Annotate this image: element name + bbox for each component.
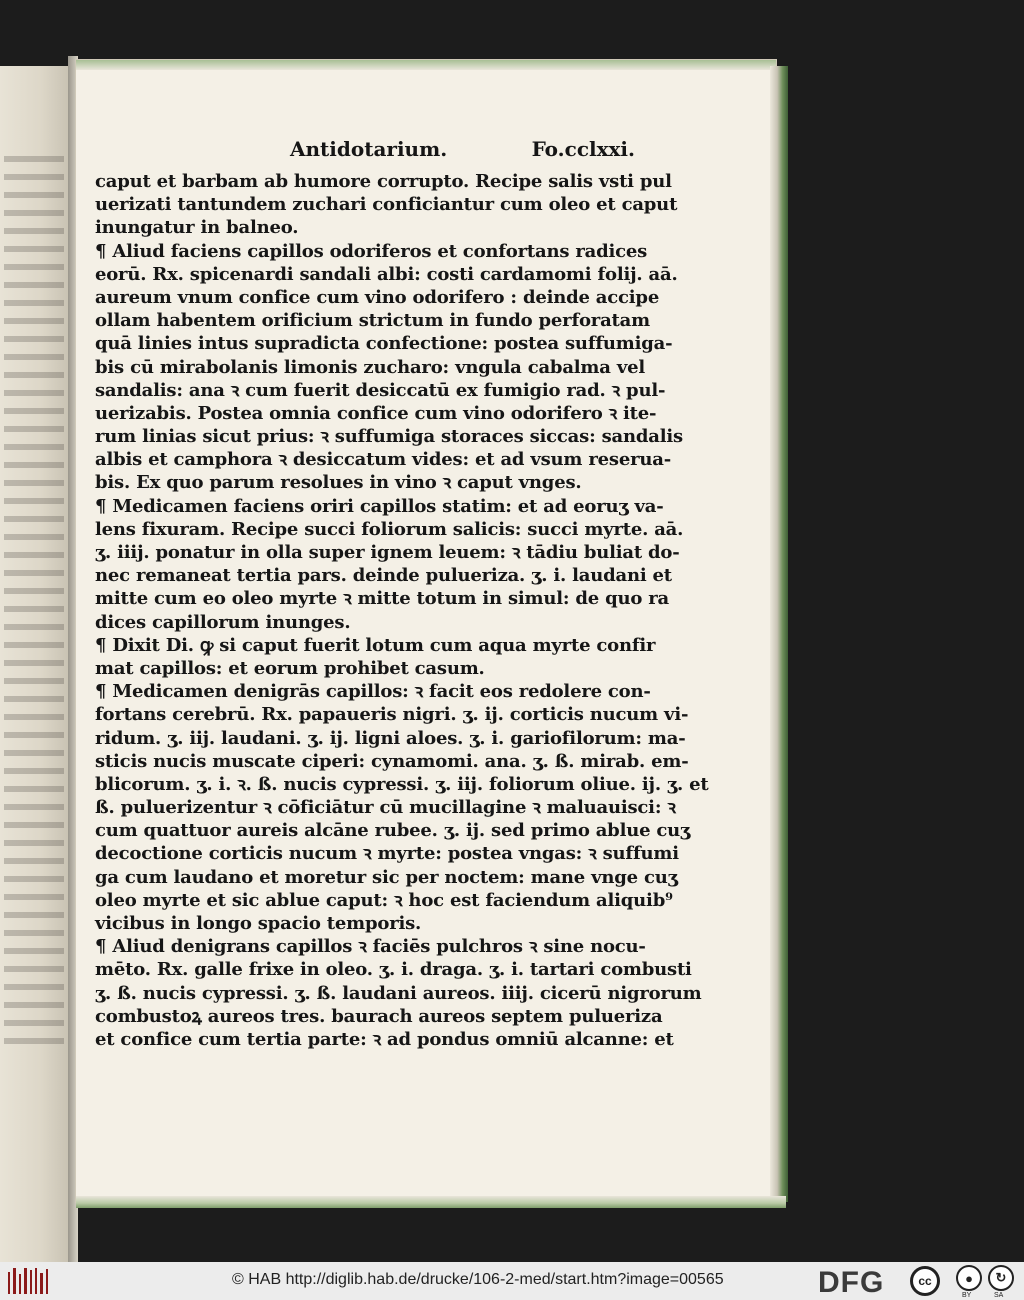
text-line: eorū. Rx. spicenardi sandali albi: costi cardamomi folij. aā. <box>95 263 678 285</box>
viewer-footer <box>0 1262 1024 1300</box>
text-line: ¶ Dixit Di. ꝙ si caput fuerit lotum cum aqua myrte confir <box>95 634 656 656</box>
text-line: inungatur in balneo. <box>95 217 299 239</box>
text-line: sandalis: ana ꝛ cum fuerit desiccatū ex fumigio rad. ꝛ pul- <box>95 379 666 401</box>
text-line: caput et barbam ab humore corrupto. Recipe salis vsti pul <box>95 171 672 192</box>
text-line: mēto. Rx. galle frixe in oleo. ʒ. i. draga. ʒ. i. tartari combusti <box>95 959 692 981</box>
text-line: ʒ. ß. nucis cypressi. ʒ. ß. laudani aureos. iiij. cicerū nigrorum <box>95 982 702 1004</box>
text-line: ridum. ʒ. iij. laudani. ʒ. ij. ligni aloes. ʒ. i. gariofilorum: ma- <box>95 727 686 749</box>
text-line: blicorum. ʒ. i. ꝛ. ß. nucis cypressi. ʒ. iij. foliorum oliue. ij. ʒ. et <box>95 773 709 795</box>
cc-by-icon: ● <box>956 1265 982 1291</box>
cc-sa-icon: ↻ <box>988 1265 1014 1291</box>
text-line: decoctione corticis nucum ꝛ myrte: postea vngas: ꝛ suffumi <box>95 843 679 865</box>
text-line: lens fixuram. Recipe succi foliorum salicis: succi myrte. aā. <box>95 518 684 540</box>
text-line: bis cū mirabolanis limonis zucharo: vngula cabalma vel <box>95 356 645 378</box>
text-line: combustoꝝ aureos tres. baurach aureos septem pulueriza <box>95 1005 663 1027</box>
cc-sa-label: SA <box>994 1292 1004 1299</box>
page-text <box>95 170 709 1051</box>
text-line: mitte cum eo oleo myrte ꝛ mitte totum in simul: de quo ra <box>95 588 670 610</box>
text-line: et confice cum tertia parte: ꝛ ad pondus omniū alcanne: et <box>95 1028 674 1050</box>
text-line: dices capillorum inunges. <box>95 611 351 633</box>
text-line: vicibus in longo spacio temporis. <box>95 913 422 934</box>
text-line: rum linias sicut prius: ꝛ suffumiga storaces siccas: sandalis <box>95 426 683 448</box>
text-line: ¶ Medicamen denigrās capillos: ꝛ facit eos redolere con- <box>95 681 651 703</box>
text-line: nec remaneat tertia pars. deinde pulueriza. ʒ. i. laudani et <box>95 565 672 587</box>
text-line: ollam habentem orificium strictum in fundo perforatam <box>95 310 650 332</box>
running-header <box>290 137 635 167</box>
facing-page-edge <box>0 66 68 1262</box>
dfg-logo: DFG <box>818 1266 885 1299</box>
text-line: albis et camphora ꝛ desiccatum vides: et ad vsum reserua- <box>95 449 671 471</box>
text-line: oleo myrte et sic ablue caput: ꝛ hoc est faciendum aliquib⁹ <box>95 889 673 911</box>
text-line: ʒ. iiij. ponatur in olla super ignem leuem: ꝛ tādiu buliat do- <box>95 542 680 563</box>
source-link[interactable]: © HAB http://diglib.hab.de/drucke/106-2-med/start.htm?image=00565 <box>232 1271 724 1288</box>
text-line: ¶ Aliud faciens capillos odoriferos et confortans radices <box>95 240 648 262</box>
page-top-edge <box>76 60 776 70</box>
text-line: uerizati tantundem zuchari conficiantur cum oleo et caput <box>95 194 678 216</box>
text-line: ß. puluerizentur ꝛ cōficiātur cū mucillagine ꝛ maluauisci: ꝛ <box>95 797 676 819</box>
folio-number: Fo.cclxxi. <box>531 137 635 161</box>
text-line: ¶ Medicamen faciens oriri capillos statim: et ad eoruʒ va- <box>95 495 664 517</box>
text-line: ¶ Aliud denigrans capillos ꝛ faciēs pulchros ꝛ sine nocu- <box>95 936 646 958</box>
page-bottom-edge <box>76 1196 786 1208</box>
text-line: sticis nucis muscate ciperi: cynamomi. ana. ʒ. ß. mirab. em- <box>95 750 689 772</box>
text-line: fortans cerebrū. Rx. papaueris nigri. ʒ. ij. corticis nucum vi- <box>95 704 689 726</box>
text-line: aureum vnum confice cum vino odorifero : deinde accipe <box>95 286 660 308</box>
text-line: uerizabis. Postea omnia confice cum vino odorifero ꝛ ite- <box>95 402 657 424</box>
facing-page-text-ghost <box>4 156 64 1056</box>
text-line: ga cum laudano et moretur sic per noctem: mane vnge cuʒ <box>95 866 678 888</box>
running-title: Antidotarium. <box>290 137 448 161</box>
text-line: quā linies intus supradicta confectione: postea suffumiga- <box>95 333 673 355</box>
page-right-edge <box>770 66 788 1202</box>
text-line: cum quattuor aureis alcāne rubee. ʒ. ij. sed primo ablue cuʒ <box>95 820 691 842</box>
creative-commons-icon[interactable]: cc <box>910 1266 940 1296</box>
hab-logo-icon <box>8 1268 48 1294</box>
cc-by-label: BY <box>962 1292 972 1299</box>
text-line: bis. Ex quo parum resolues in vino ꝛ caput vnges. <box>95 472 582 494</box>
text-line: mat capillos: et eorum prohibet casum. <box>95 657 485 679</box>
